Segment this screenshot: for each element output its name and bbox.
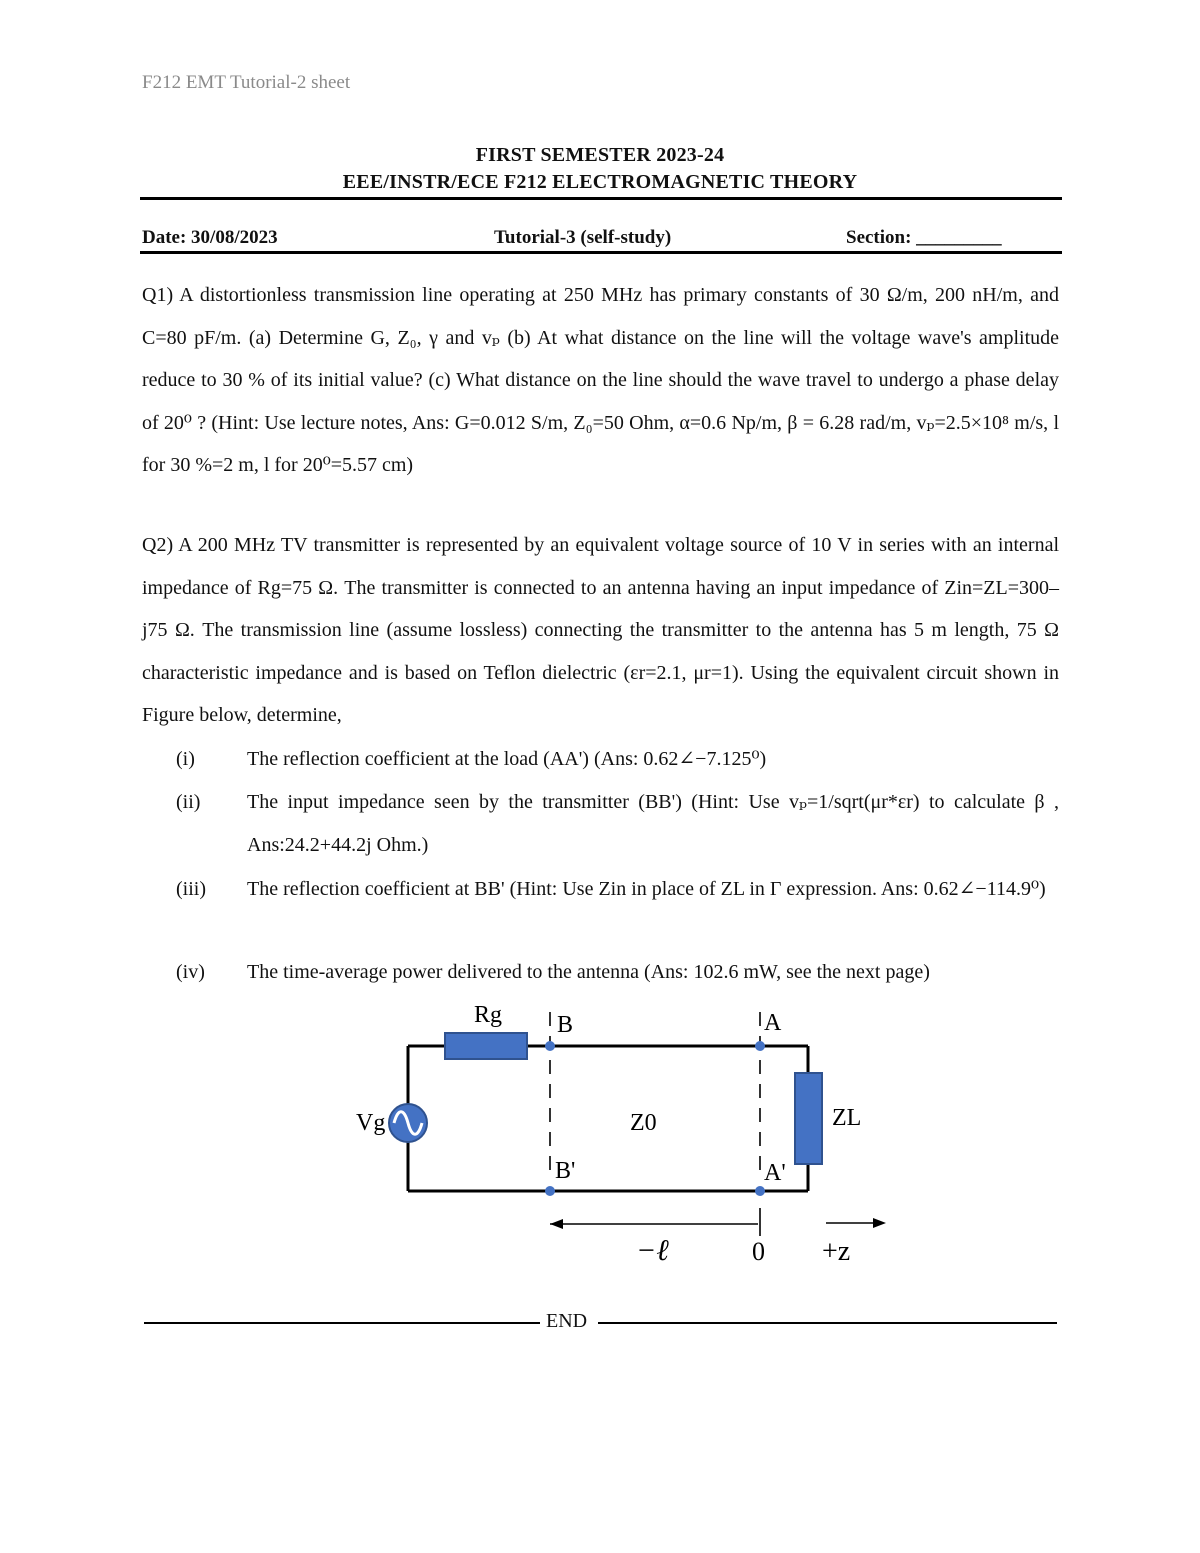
rg-resistor (445, 1033, 527, 1059)
zl-label: ZL (832, 1105, 862, 1131)
a-prime-label: A' (764, 1160, 786, 1186)
question-1: Q1) A distortionless transmission line operating at 250 MHz has primary constants of 30 Ω/m, 200 nH/m, and C=80 pF/m. (a) Determine G, Z₀, γ and vₚ (b) At what distance on the line will the voltage wave's amplitude reduce to 30 % of its initial value? (c) What distance on the line should the wave travel to undergo a phase delay of 20⁰ ? (Hint: Use lecture notes, Ans: G=0.012 S/m, Z₀=50 Ohm, α=0.6 Np/m, β = 6.28 rad/m, vₚ=2.5×10⁸ m/s, l for 30 %=2 m, l for 20⁰=5.57 cm) (142, 284, 1059, 476)
rg-label: Rg (474, 1002, 503, 1028)
part-number: (iii) (176, 878, 206, 900)
node-b-prime (545, 1186, 555, 1196)
length-arrowhead (550, 1219, 563, 1229)
reference-planes (550, 1012, 760, 1180)
end-rule-left (144, 1322, 540, 1324)
plus-z-label: +z (822, 1236, 851, 1267)
course-heading: EEE/INSTR/ECE F212 ELECTROMAGNETIC THEORY (342, 171, 858, 193)
part-number: (i) (176, 748, 195, 770)
node-b (545, 1041, 555, 1051)
part-number: (iv) (176, 961, 205, 983)
a-label: A (764, 1010, 782, 1036)
part-text: The time-average power delivered to the antenna (Ans: 102.6 mW, see the next page) (247, 961, 930, 983)
vg-label: Vg (356, 1110, 386, 1136)
b-prime-label: B' (555, 1158, 576, 1184)
semester-heading: FIRST SEMESTER 2023-24 (475, 144, 725, 166)
part-number: (ii) (176, 791, 201, 813)
part-text: The reflection coefficient at BB' (Hint: Use Zin in place of ZL in Γ expression. Ans: 0.62∠−114.9⁰) (247, 878, 1046, 900)
zl-load (795, 1073, 822, 1164)
section-field: Section: _________ (846, 227, 1002, 248)
part-text: The input impedance seen by the transmitter (BB') (Hint: Use vₚ=1/sqrt(μr*εr) to calculate β , Ans:24.2+44.2j Ohm.) (247, 791, 1059, 856)
z-arrowhead (873, 1218, 886, 1228)
part-text: The reflection coefficient at the load (AA') (Ans: 0.62∠−7.125⁰) (247, 748, 767, 770)
node-a-prime (755, 1186, 765, 1196)
question-2: Q2) A 200 MHz TV transmitter is represented by an equivalent voltage source of 10 V in series with an internal impedance of Rg=75 Ω. The transmitter is connected to an antenna having an input impedance of Zin=ZL=300–j75 Ω. The transmission line (assume lossless) connecting the transmitter to the antenna has 5 m length, 75 Ω characteristic impedance and is based on Teflon dielectric (εr=2.1, μr=1). Using the equivalent circuit shown in Figure below, determine, (142, 534, 1059, 726)
end-text: END (546, 1310, 588, 1332)
end-rule-right (598, 1322, 1057, 1324)
b-label: B (557, 1012, 574, 1038)
tutorial-title: Tutorial-3 (self-study) (494, 227, 672, 248)
circuit-wires (408, 1046, 808, 1191)
zero-label: 0 (752, 1237, 765, 1266)
z0-label: Z0 (630, 1110, 657, 1136)
page-header: F212 EMT Tutorial-2 sheet (142, 72, 351, 93)
node-a (755, 1041, 765, 1051)
minus-l-label: −ℓ (636, 1234, 669, 1267)
date-field: Date: 30/08/2023 (142, 227, 278, 248)
